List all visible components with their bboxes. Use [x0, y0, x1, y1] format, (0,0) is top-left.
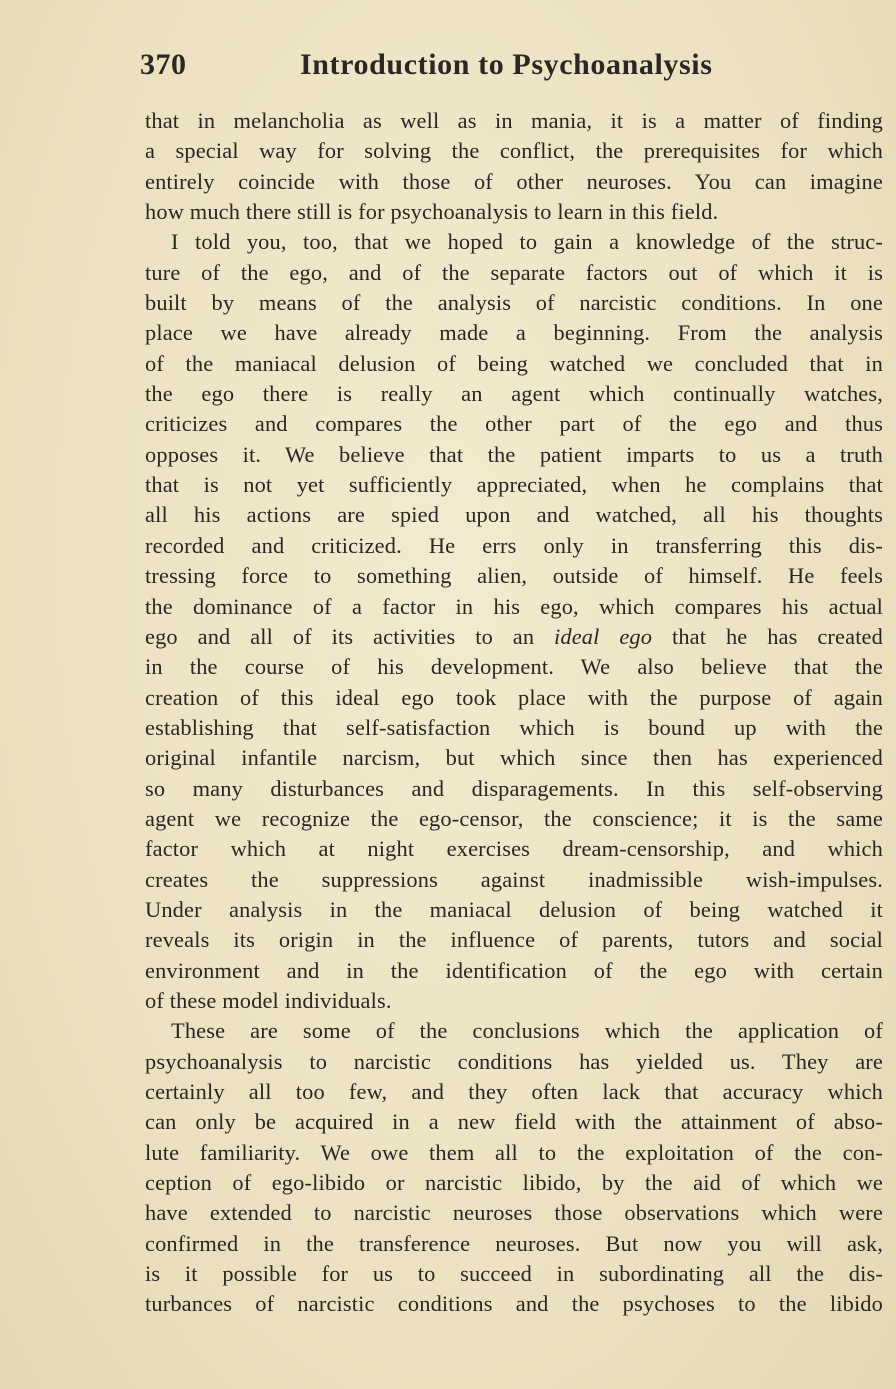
text-line: recorded and criticized. He errs only in transferring this dis- [145, 532, 883, 558]
text-line: psychoanalysis to narcistic conditions has yielded us. They are [145, 1048, 883, 1074]
text-line: all his actions are spied upon and watched, all his thoughts [145, 502, 883, 528]
body-text [145, 106, 883, 1320]
text-line: entirely coincide with those of other neuroses. You can imagine [145, 168, 883, 194]
text-line: lute familiarity. We owe them all to the exploitation of the con- [145, 1139, 883, 1165]
text-line: factor which at night exercises dream-censorship, and which [145, 836, 883, 862]
text-line: can only be acquired in a new field with the attainment of abso- [145, 1109, 883, 1135]
text-line: that is not yet sufficiently appreciated, when he complains that [145, 472, 883, 498]
text-line: so many disturbances and disparagements. In this self-observing [145, 775, 883, 801]
running-head [140, 48, 880, 88]
text-line: in the course of his development. We also believe that the [145, 654, 883, 680]
text-line: original infantile narcism, but which since then has experienced [145, 745, 883, 771]
text-line: is it possible for us to succeed in subordinating all the dis- [145, 1261, 883, 1287]
text-run: that he has created [652, 623, 883, 649]
page-number: 370 [140, 48, 187, 81]
text-line: a special way for solving the conflict, the prerequisites for which [145, 138, 883, 164]
text-line: have extended to narcistic neuroses those observations which were [145, 1200, 883, 1226]
text-line: agent we recognize the ego-censor, the conscience; it is the same [145, 805, 883, 831]
text-line: reveals its origin in the influence of parents, tutors and social [145, 927, 883, 953]
text-line: environment and in the identification of the ego with certain [145, 957, 883, 983]
paragraph-end-line: of these model individuals. [145, 987, 392, 1013]
text-line: turbances of narcistic conditions and the psychoses to the libido [145, 1291, 883, 1317]
text-line: the dominance of a factor in his ego, which compares his actual [145, 593, 883, 619]
text-line: ception of ego-libido or narcistic libido, by the aid of which we [145, 1170, 883, 1196]
text-line: place we have already made a beginning. From the analysis [145, 320, 883, 346]
paragraph-start-line: These are some of the conclusions which the application of [171, 1018, 883, 1044]
paragraph-end-line: how much there still is for psychoanalysis to learn in this field. [145, 199, 719, 225]
text-line-with-emphasis [145, 622, 883, 652]
text-line: confirmed in the transference neuroses. But now you will ask, [145, 1230, 883, 1256]
text-line: ture of the ego, and of the separate factors out of which it is [145, 259, 883, 285]
text-line: creates the suppressions against inadmissible wish-impulses. [145, 866, 883, 892]
running-title: Introduction to Psychoanalysis [300, 48, 713, 81]
text-line: built by means of the analysis of narcistic conditions. In one [145, 290, 883, 316]
text-line: that in melancholia as well as in mania, it is a matter of finding [145, 108, 883, 133]
text-run: ego and all of its activities to an [145, 623, 554, 649]
emphasized-term: ideal ego [554, 623, 653, 649]
text-line: certainly all too few, and they often lack that accuracy which [145, 1079, 883, 1104]
paragraph-start-line: I told you, too, that we hoped to gain a knowledge of the struc- [171, 229, 883, 255]
text-line: the ego there is really an agent which continually watches, [145, 381, 883, 407]
text-line: opposes it. We believe that the patient imparts to us a truth [145, 441, 883, 467]
text-line: Under analysis in the maniacal delusion of being watched it [145, 896, 883, 922]
text-line: creation of this ideal ego took place with the purpose of again [145, 684, 883, 710]
text-line: of the maniacal delusion of being watched we concluded that in [145, 350, 883, 376]
text-line: tressing force to something alien, outside of himself. He feels [145, 563, 883, 589]
text-line: criticizes and compares the other part of the ego and thus [145, 411, 883, 437]
text-line: establishing that self-satisfaction which is bound up with the [145, 714, 883, 740]
